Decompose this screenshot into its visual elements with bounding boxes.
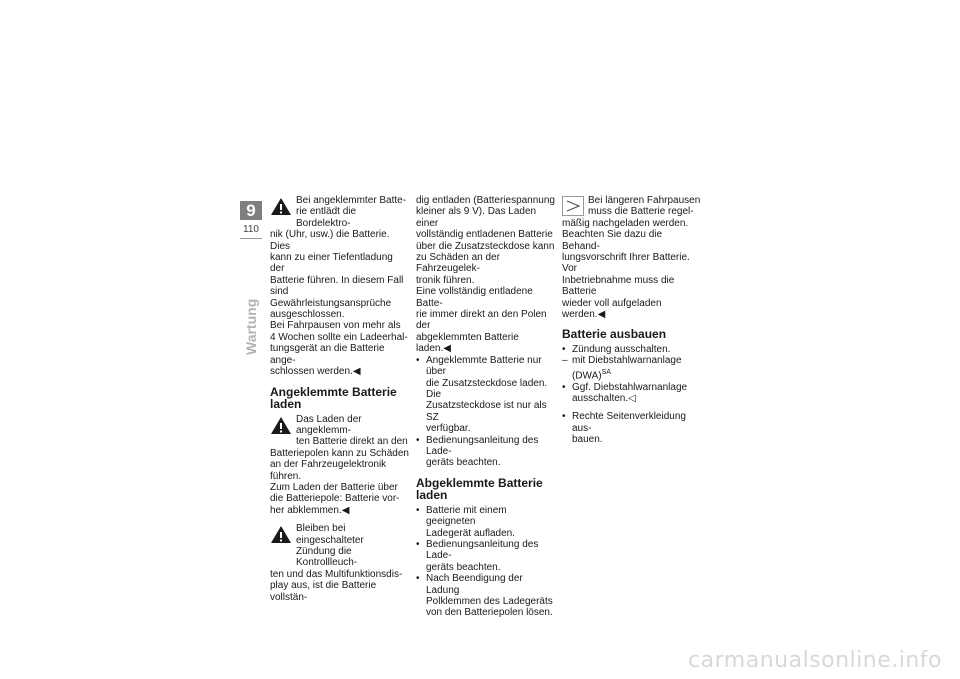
warning-2-text: Batteriepolen kann zu Schäden an der Fahrzeugelektronik führen. Zum Laden der Batterie über die Batteriepole: Batterie vor- her abklemmen.◀	[270, 447, 409, 516]
tab-divider	[240, 238, 262, 239]
chapter-number-tab: 9	[240, 201, 262, 220]
warning-triangle-icon	[270, 415, 292, 435]
chapter-title-vertical: Wartung	[243, 298, 259, 355]
warning-1-text: nik (Uhr, usw.) die Batterie. Dies kann zu einer Tiefentladung der Batterie führen. In diesem Fall sind Gewährleistungsansprüche ausgeschlossen. Bei Fahrpausen von mehr als 4 Wochen sollte ein Ladeerhal- tungsgerät an die Batterie ange- schlossen werden.◀	[270, 229, 408, 378]
note-block	[562, 195, 702, 320]
paragraph-discharged: dig entladen (Batteriespannung kleiner als 9 V). Das Laden einer vollständig entladenen Batterie über die Zusatzsteckdose kann zu Schäden an der Fahrzeugelek- tronik führen. Eine vollständig entladene Batte- rie immer direkt an den Polen der abgeklemmten Batterie laden.◀	[416, 195, 555, 355]
note-text: mäßig nachgeladen werden. Beachten Sie dazu die Behand- lungsvorschrift Ihrer Batterie. Vor Inbetriebnahme muss die Batterie wieder voll aufgeladen werden.◀	[562, 217, 690, 321]
list-item: • Bedienungsanleitung des Lade- geräts beachten.	[416, 434, 539, 469]
removal-steps-2	[562, 411, 702, 445]
list-item: • Nach Beendigung der Ladung Polklemmen des Ladegeräts von den Batteriepolen lösen.	[416, 573, 553, 619]
sa-superscript: SA	[601, 368, 611, 376]
list-item: – mit Diebstahlwarnanlage (DWA)$^{SA}$	[562, 355, 682, 382]
warning-block-1	[270, 195, 410, 378]
heading-connected-battery: Angeklemmte Batterie laden	[270, 384, 397, 411]
warning-block-2	[270, 414, 410, 517]
list-item: • Angeklemmte Batterie nur über die Zusatzsteckdose laden. Die Zusatzsteckdose ist nur als SZ verfügbar.	[416, 354, 548, 435]
list-item: • Ggf. Diebstahlwarnanlage ausschalten.◁	[562, 381, 688, 404]
page-number: 110	[243, 224, 259, 235]
column-3	[562, 195, 702, 446]
list-item: • Rechte Seitenverkleidung aus- bauen.	[562, 411, 686, 446]
heading-remove-battery: Batterie ausbauen	[562, 327, 667, 342]
warning-3-text: ten und das Multifunktionsdis- play aus, ist die Batterie vollstän-	[270, 568, 403, 603]
heading-disconnected-battery: Abgeklemmte Batterie laden	[416, 475, 543, 503]
warning-triangle-icon	[270, 524, 292, 544]
warning-3-first: Bleiben bei eingeschalteter Zündung die Kontrollleuch-	[296, 523, 364, 569]
column-2	[416, 195, 556, 619]
column-1	[270, 195, 410, 603]
list-item: • Batterie mit einem geeigneten Ladegerät aufladen.	[416, 504, 515, 539]
bullet-list-2	[416, 505, 556, 619]
warning-block-3	[270, 523, 410, 603]
list-item: • Zündung ausschalten.	[562, 343, 671, 355]
warning-2-first: Das Laden der angeklemm- ten Batterie direkt an den	[296, 413, 408, 448]
watermark: carmanualsonline.info	[688, 648, 942, 673]
removal-steps	[562, 344, 702, 404]
warning-1-first: Bei angeklemmter Batte- rie entlädt die Bordelektro-	[296, 195, 407, 229]
note-triangle-icon	[562, 196, 584, 216]
note-first: Bei längeren Fahrpausen muss die Batterie regel-	[588, 195, 701, 218]
list-item: • Bedienungsanleitung des Lade- geräts beachten.	[416, 538, 539, 573]
warning-triangle-icon	[270, 196, 292, 216]
bullet-list-1	[416, 355, 556, 469]
